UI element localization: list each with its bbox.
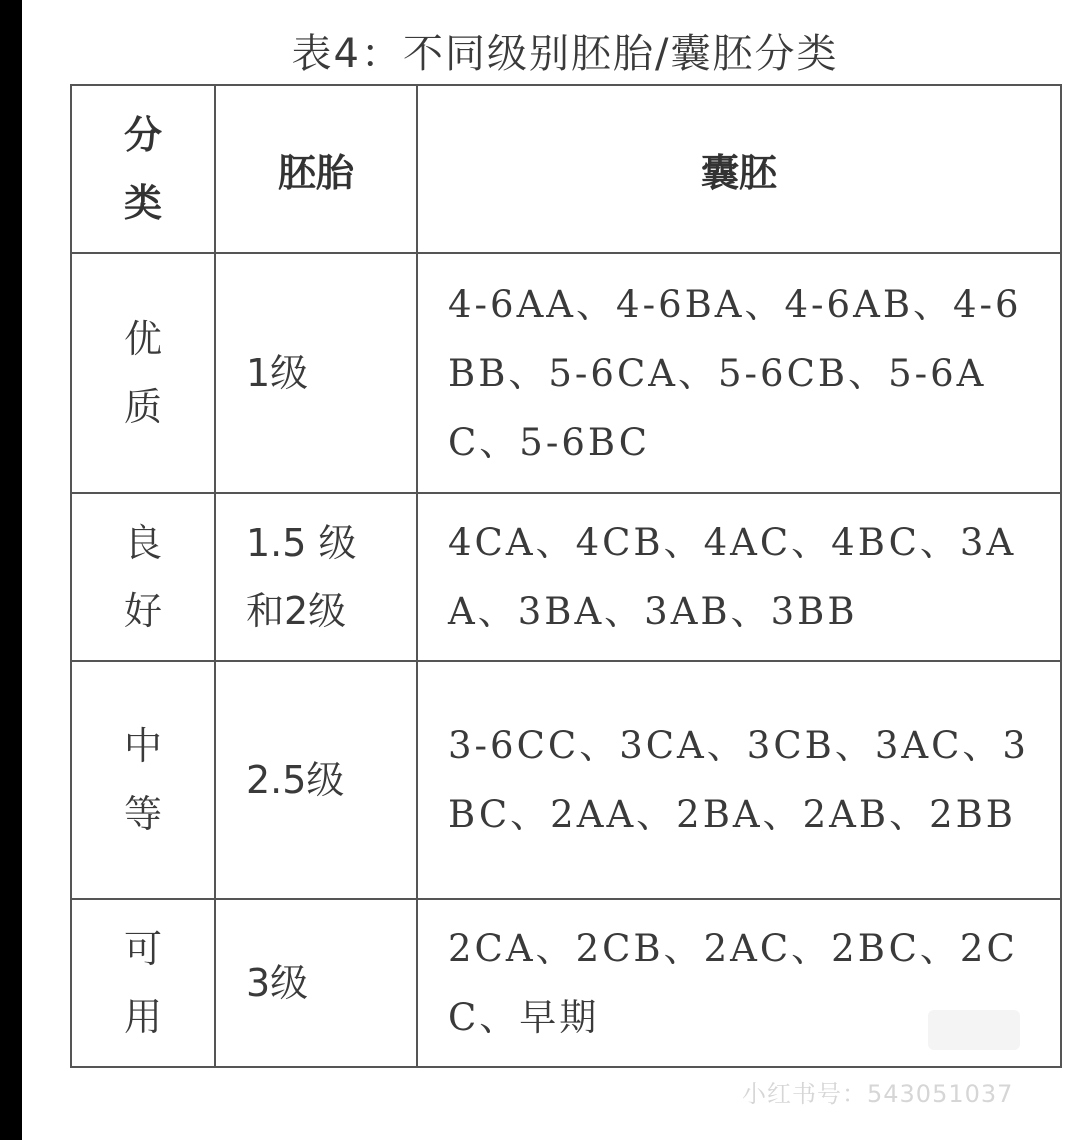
- table-row: [71, 493, 1061, 661]
- row-embryo-grade: 2.5级: [215, 661, 417, 899]
- row-blastocyst-grades: 4-6AA、4-6BA、4-6AB、4-6BB、5-6CA、5-6CB、5-6AC、5-6BC: [417, 253, 1061, 493]
- row-category: [71, 661, 215, 899]
- row-embryo-grade: 1级: [215, 253, 417, 493]
- table-header-row: [71, 85, 1061, 253]
- category-label: 可用: [124, 927, 163, 1039]
- row-category: [71, 899, 215, 1067]
- row-blastocyst-grades: 4CA、4CB、4AC、4BC、3AA、3BA、3AB、3BB: [417, 493, 1061, 661]
- row-category: [71, 253, 215, 493]
- category-label: 中等: [124, 724, 163, 836]
- row-blastocyst-grades: 2CA、2CB、2AC、2BC、2CC、早期: [417, 899, 1061, 1067]
- header-blastocyst: 囊胚: [417, 85, 1061, 253]
- header-category-label: 分类: [124, 113, 163, 225]
- table-row: [71, 253, 1061, 493]
- row-category: [71, 493, 215, 661]
- table-row: [71, 899, 1061, 1067]
- row-blastocyst-grades: 3-6CC、3CA、3CB、3AC、3BC、2AA、2BA、2AB、2BB: [417, 661, 1061, 899]
- table-row: [71, 661, 1061, 899]
- row-embryo-grade: 3级: [215, 899, 417, 1067]
- table-caption: 表4：不同级别胚胎/囊胚分类: [291, 31, 839, 77]
- category-label: 良好: [124, 521, 163, 633]
- watermark-text: 小红书号：543051037: [742, 1080, 1014, 1108]
- left-black-edge: [0, 0, 22, 1140]
- category-label: 优质: [124, 317, 163, 429]
- embryo-grading-table: [70, 84, 1062, 1068]
- header-category: [71, 85, 215, 253]
- row-embryo-grade: 1.5 级和2级: [215, 493, 417, 661]
- header-embryo: 胚胎: [215, 85, 417, 253]
- watermark-logo: [928, 1010, 1020, 1050]
